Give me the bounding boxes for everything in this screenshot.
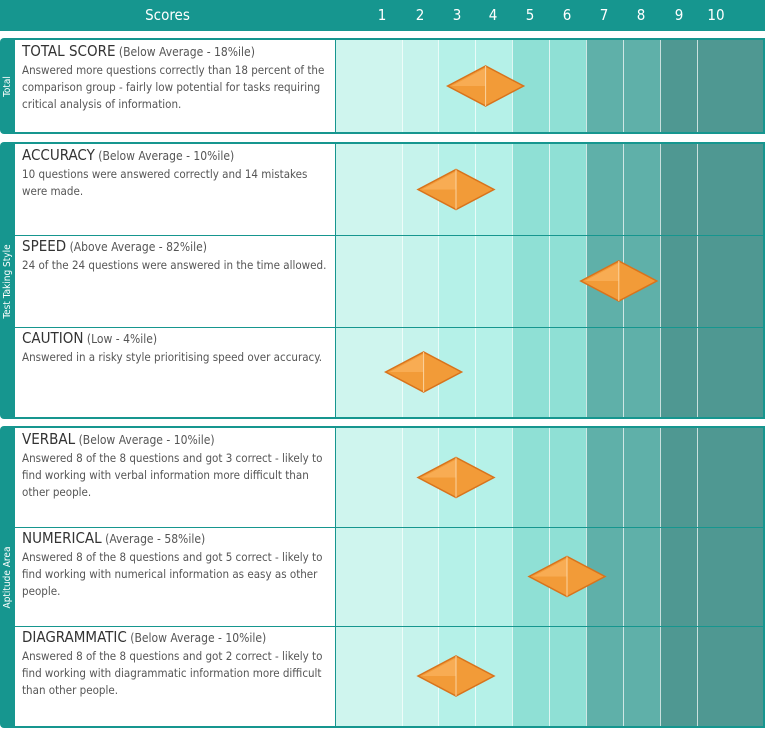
scale-label-6: 6 [562,6,572,24]
score-marker-accuracy [418,170,494,210]
row-description: Answered 8 of the 8 questions and got 5 correct - likely to find working with numerical information as easy as other people. [22,550,323,598]
row-description: Answered more questions correctly than 18 percent of the comparison group - fairly low potential for tasks requiring critical analysis of information. [22,63,325,111]
scale-label-1: 1 [377,6,387,24]
row-title: VERBAL [22,430,76,448]
group-label: Total [2,76,13,97]
row-subtitle: (Below Average - 10%ile) [94,149,235,163]
scale-label-4: 4 [488,6,498,24]
scale-label-5: 5 [525,6,535,24]
row-description: 24 of the 24 questions were answered in the time allowed. [22,258,327,272]
row-title: NUMERICAL [22,529,102,547]
row-title: ACCURACY [22,146,95,164]
score-marker-caution [386,352,462,392]
row-subtitle: (Average - 58%ile) [101,532,206,546]
scale-label-3: 3 [452,6,462,24]
row-description: Answered 8 of the 8 questions and got 2 correct - likely to find working with diagrammatic information more difficult than other people. [22,649,323,697]
row-subtitle: (Below Average - 10%ile) [75,433,215,447]
score-marker-diagrammatic [418,656,494,696]
row-subtitle: (Below Average - 18%ile) [115,45,255,59]
scores-header-label: Scores [145,6,190,24]
row-subtitle: (Below Average - 10%ile) [126,631,267,645]
row-subtitle: (Above Average - 82%ile) [66,240,207,254]
score-marker-verbal [418,458,494,498]
row-title: CAUTION [22,329,84,347]
row-description: Answered in a risky style prioritising speed over accuracy. [22,350,322,364]
score-marker-speed [581,261,657,301]
row-description: 10 questions were answered correctly and 14 mistakes were made. [22,167,308,198]
row-description: Answered 8 of the 8 questions and got 3 correct - likely to find working with verbal information more difficult than other people. [22,451,323,499]
scale-label-7: 7 [599,6,609,24]
score-marker-total-score [448,66,524,106]
scale-label-2: 2 [415,6,425,24]
row-title: DIAGRAMMATIC [22,628,127,646]
scale-label-8: 8 [636,6,646,24]
group-label: Test Taking Style [2,243,13,319]
row-title: TOTAL SCORE [22,42,116,60]
group-label: Aptitude Area [2,546,13,609]
row-title: SPEED [22,237,67,255]
row-subtitle: (Low - 4%ile) [83,332,158,346]
scale-label-9: 9 [674,6,684,24]
scale-label-10: 10 [707,6,725,24]
score-marker-numerical [529,557,605,597]
